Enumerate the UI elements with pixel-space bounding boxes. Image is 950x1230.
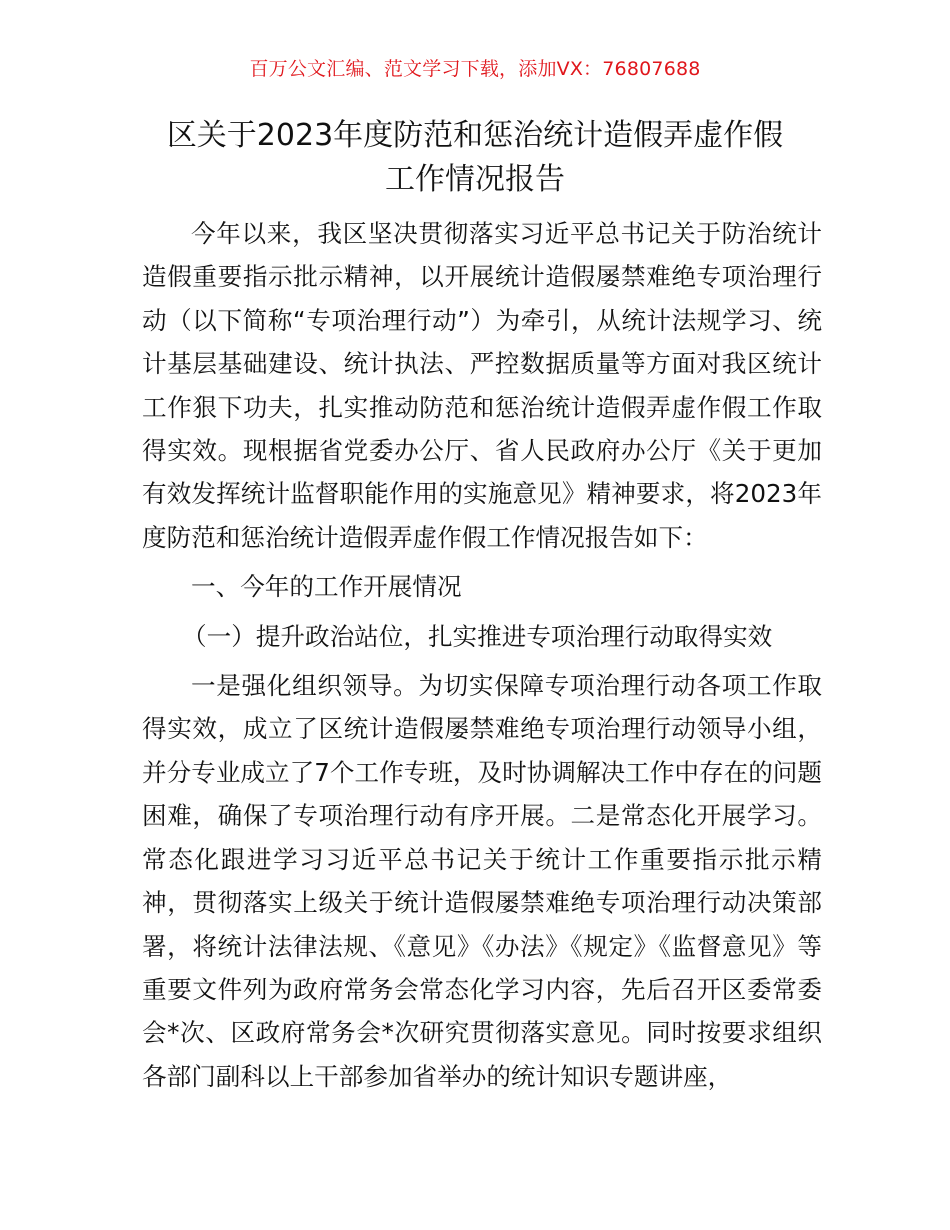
document-title bbox=[60, 114, 890, 202]
title-line-1: 区关于2023年度防范和惩治统计造假弄虚作假 bbox=[166, 118, 784, 153]
document-body bbox=[142, 212, 822, 1098]
intro-paragraph: 今年以来，我区坚决贯彻落实习近平总书记关于防治统计造假重要指示批示精神，以开展统计造假屡禁难绝专项治理行动（以下简称“专项治理行动”）为牵引，从统计法规学习、统计基层基础建设、统计执法、严控数据质量等方面对我区统计工作狠下功夫，扎实推动防范和惩治统计造假弄虚作假工作取得实效。现根据省党委办公厅、省人民政府办公厅《关于更加有效发挥统计监督职能作用的实施意见》精神要求，将2023年度防范和惩治统计造假弄虚作假工作情况报告如下： bbox=[142, 219, 822, 552]
title-line-2: 工作情况报告 bbox=[385, 162, 565, 197]
section-heading: 一、今年的工作开展情况 bbox=[191, 572, 462, 602]
promo-banner: 百万公文汇编、范文学习下载，添加VX：76807688 bbox=[249, 58, 701, 80]
subsection-heading: （一）提升政治站位，扎实推进专项治理行动取得实效 bbox=[182, 621, 773, 651]
body-paragraph: 一是强化组织领导。为切实保障专项治理行动各项工作取得实效，成立了区统计造假屡禁难绝专项治理行动领导小组，并分专业成立了7个工作专班，及时协调解决工作中存在的问题困难，确保了专项治理行动有序开展。二是常态化开展学习。常态化跟进学习习近平总书记关于统计工作重要指示批示精神，贯彻落实上级关于统计造假屡禁难绝专项治理行动决策部署，将统计法律法规、《意见》《办法》《规定》《监督意见》等重要文件列为政府常务会常态化学习内容，先后召开区委常委会*次、区政府常务会*次研究贯彻落实意见。同时按要求组织各部门副科以上干部参加省举办的统计知识专题讲座， bbox=[142, 671, 822, 1091]
